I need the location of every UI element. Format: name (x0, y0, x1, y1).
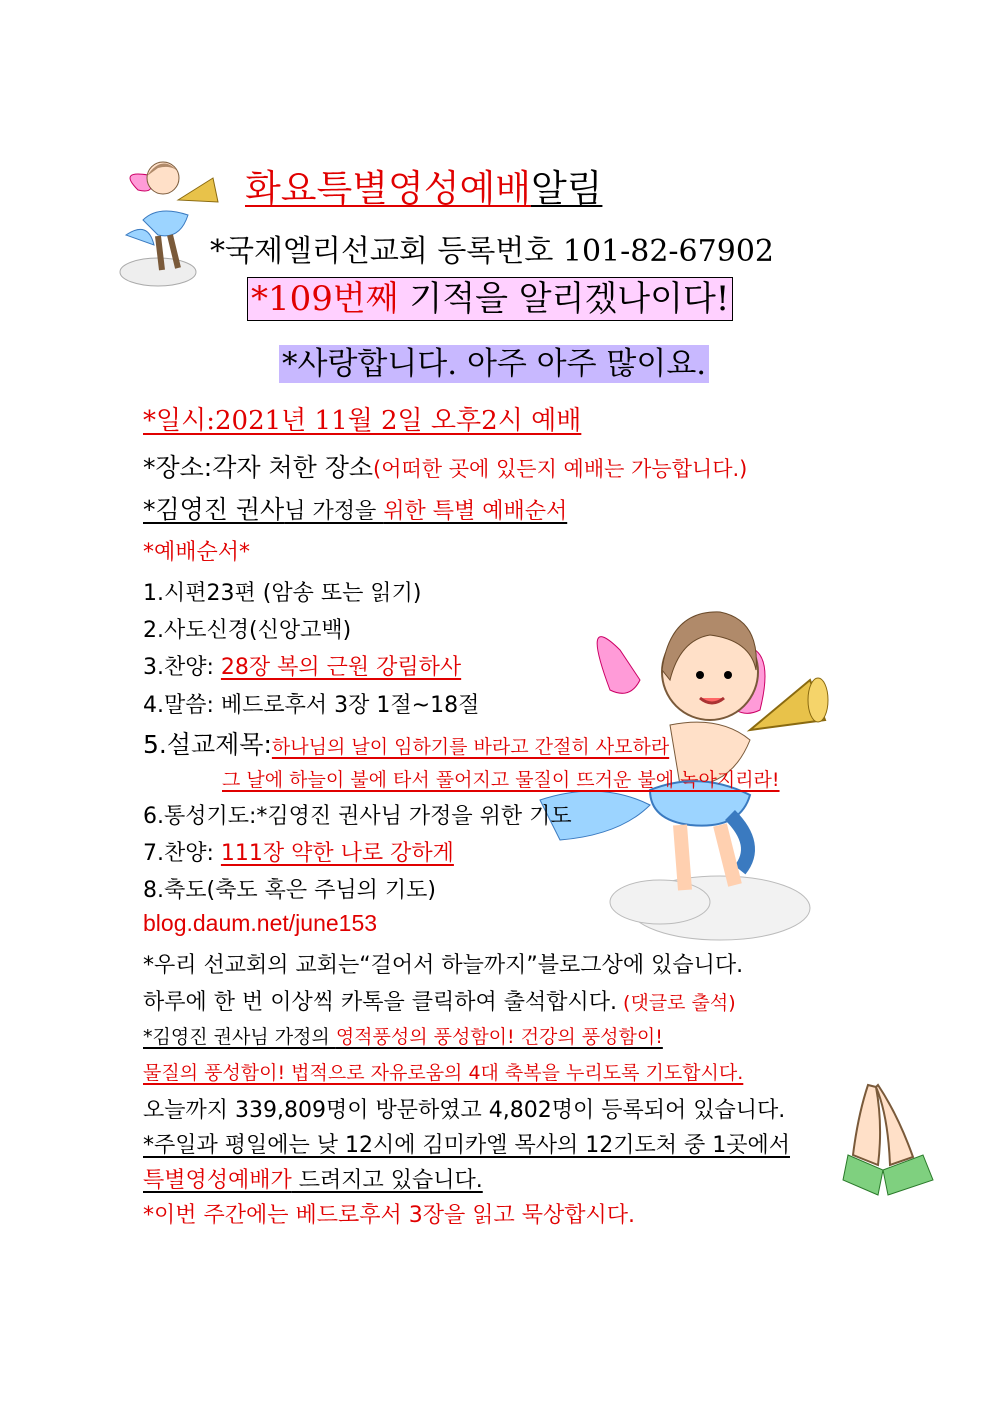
service-place (143, 448, 747, 484)
daily-main: 하루에 한 번 이상씩 카톡을 클릭하여 출석합시다. (143, 990, 617, 1015)
order-item-7 (143, 836, 454, 867)
order-item-4: 4.말씀: 베드로후서 3장 1절~18절 (143, 693, 480, 718)
item3-value: 28장 복의 근원 강림하사 (220, 655, 462, 680)
order-item-8: 8.축도(축도 혹은 주님의 기도) (143, 878, 436, 903)
item7-label: 7.찬양: (143, 841, 221, 866)
visitor-count: 오늘까지 339,809명이 방문하였고 4,802명이 등록되어 있습니다. (143, 1098, 786, 1123)
item5-line1: 하나님의 날이 임하기를 바라고 간절히 사모하라 (271, 736, 670, 758)
order-item-1: 1.시편23편 (암송 또는 읽기) (143, 581, 422, 606)
daily-attendance (143, 985, 736, 1016)
blog-link[interactable]: blog.daum.net/june153 (143, 910, 378, 936)
order-item-3 (143, 650, 461, 681)
order-heading: *예배순서* (143, 540, 251, 565)
page-title (245, 158, 602, 212)
special-b: 님 가정을 (284, 499, 384, 524)
place-main: *장소:각자 처한 장소 (143, 453, 374, 482)
item3-label: 3.찬양: (143, 655, 221, 680)
special-a: *김영진 권사 (143, 495, 285, 524)
special-c: 위한 특별 예배순서 (383, 499, 568, 524)
miracle-banner (247, 277, 733, 321)
miracle-number: 109번째 (268, 279, 399, 319)
prayer-a: *김영진 권사님 가정의 (143, 1026, 336, 1048)
miracle-text: 기적을 알리겠나이다! (409, 279, 730, 319)
item5-line2: 그 날에 하늘이 불에 타서 풀어지고 물질이 뜨거운 불에 녹아지리라! (222, 769, 780, 791)
title-suffix: 알림 (530, 167, 603, 210)
prayer-b: 영적풍성의 풍성함이! 건강의 풍성함이! (335, 1026, 663, 1048)
schedule-line-2 (143, 1163, 483, 1194)
special-service (143, 490, 567, 526)
schedule-rest: 드려지고 있습니다. (291, 1168, 483, 1193)
registration-number: *국제엘리선교회 등록번호 101-82-67902 (210, 234, 774, 269)
praying-hands-icon (828, 1075, 938, 1205)
schedule-line-1: *주일과 평일에는 낮 12시에 김미카엘 목사의 12기도처 중 1곳에서 (143, 1133, 790, 1158)
item7-value: 111장 약한 나로 강하게 (220, 841, 454, 866)
prayer-line-1 (143, 1022, 663, 1049)
title-main: 화요특별영성예배 (245, 167, 531, 210)
weekly-reading: *이번 주간에는 베드로후서 3장을 읽고 묵상합시다. (143, 1203, 635, 1228)
item5-label: 5.설교제목: (143, 730, 272, 759)
order-item-2: 2.사도신경(신앙고백) (143, 618, 352, 643)
love-banner: *사랑합니다. 아주 아주 많이요. (279, 345, 709, 383)
service-date: *일시:2021년 11월 2일 오후2시 예배 (143, 406, 582, 436)
schedule-highlight: 특별영성예배가 (143, 1168, 292, 1193)
order-item-6: 6.통성기도:*김영진 권사님 가정을 위한 기도 (143, 804, 572, 829)
daily-note: (댓글로 출석) (617, 992, 736, 1014)
order-item-5 (143, 725, 669, 761)
prayer-line-2: 물질의 풍성함이! 법적으로 자유로움의 4대 축복을 누리도록 기도합시다. (143, 1062, 744, 1084)
blog-description: *우리 선교회의 교회는“걸어서 하늘까지”블로그상에 있습니다. (143, 953, 744, 978)
place-note: (어떠한 곳에 있든지 예배는 가능합니다.) (373, 457, 748, 481)
miracle-star: * (251, 279, 268, 319)
